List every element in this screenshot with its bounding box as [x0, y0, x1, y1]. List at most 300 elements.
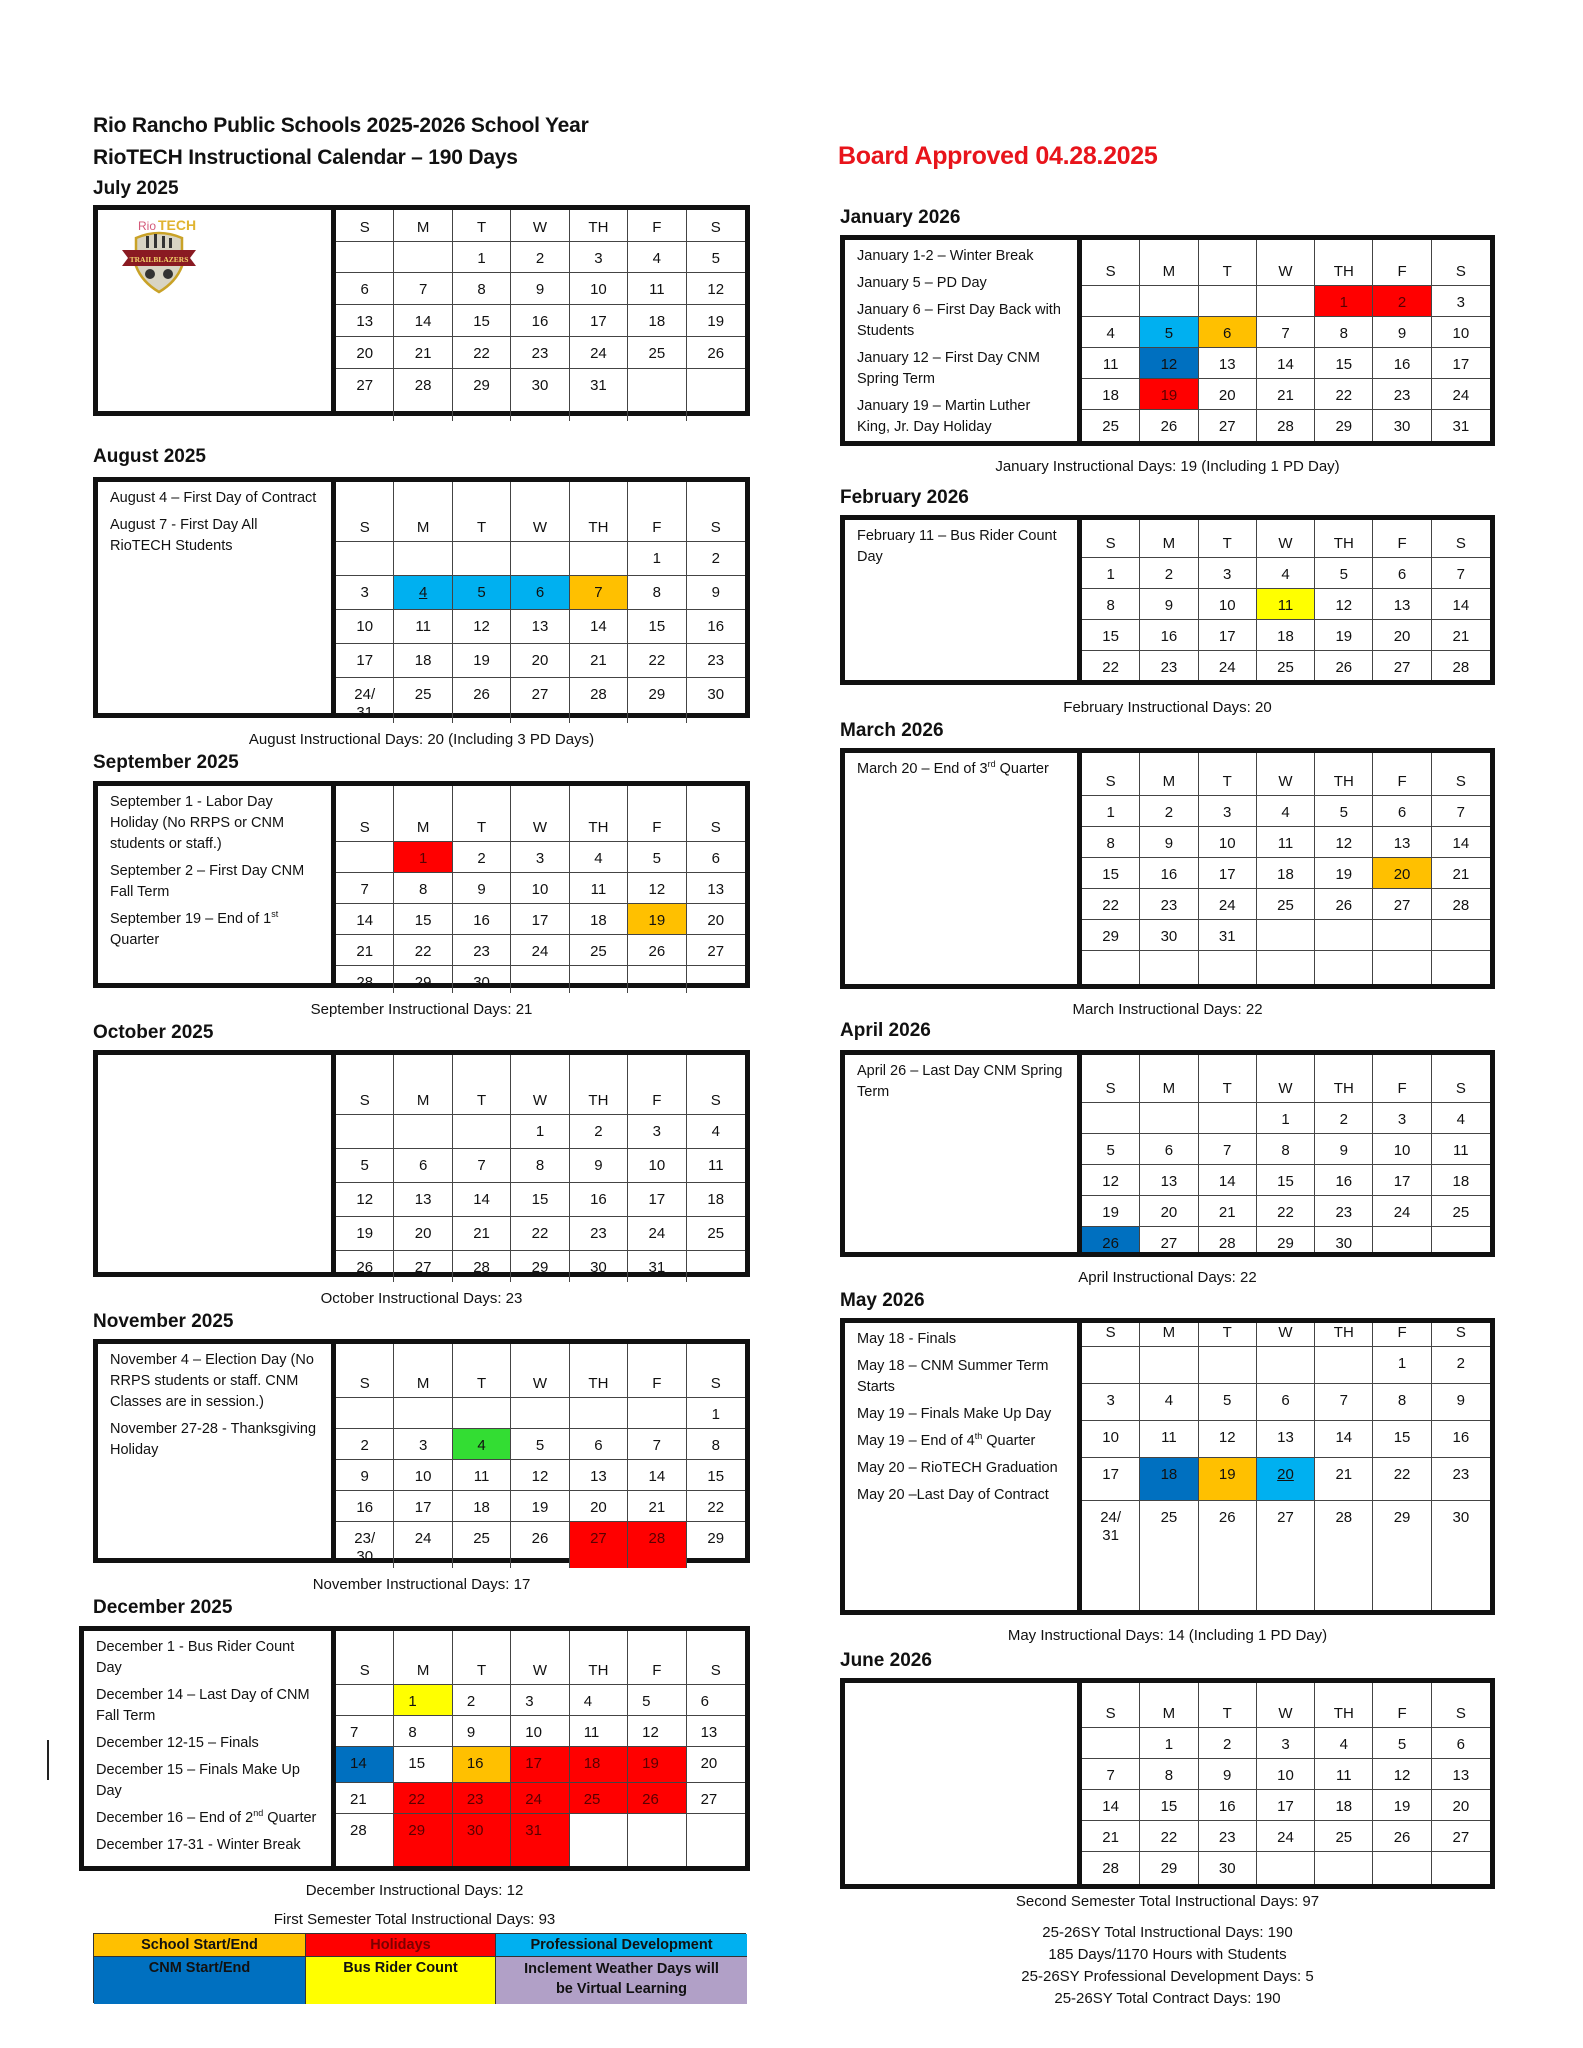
- month-title-march: March 2026: [840, 720, 944, 741]
- empty-day-cell: [1199, 1347, 1257, 1384]
- empty-day-cell: [687, 1251, 745, 1282]
- day-number: 11: [1453, 1142, 1469, 1159]
- day-cell: [1373, 1458, 1431, 1501]
- weekday-header: W: [511, 1344, 569, 1398]
- day-number: 13: [1393, 597, 1411, 614]
- day-cell: [1257, 1790, 1315, 1821]
- day-number: 16: [1452, 1429, 1470, 1446]
- day-cell: [1257, 379, 1315, 410]
- notes-panel: [98, 482, 336, 713]
- day-cell: [1432, 620, 1490, 651]
- day-number: 26: [473, 686, 490, 703]
- event-note: November 4 – Election Day (No RRPS students or staff. CNM Classes are in session.): [110, 1352, 314, 1410]
- day-number: 30: [1393, 418, 1411, 435]
- day-number: 7: [1106, 1767, 1115, 1784]
- day-number: 2: [1223, 1736, 1232, 1753]
- weekday-header: W: [511, 1631, 569, 1685]
- day-number: 10: [1218, 597, 1236, 614]
- day-cell: [570, 1115, 628, 1149]
- legend-cnm-start-end: CNM Start/End: [94, 1957, 306, 2004]
- weekday-header: T: [1199, 1683, 1257, 1728]
- day-number: 28: [473, 1259, 490, 1276]
- day-number: 10: [590, 281, 607, 298]
- day-cell: [1082, 889, 1140, 920]
- day-number: 27: [1277, 1509, 1294, 1526]
- day-number: 13: [1277, 1429, 1294, 1446]
- day-number: 3: [1456, 294, 1466, 311]
- day-cell: [1432, 858, 1490, 889]
- empty-day-cell: [570, 542, 628, 576]
- day-number: 22: [408, 1791, 426, 1808]
- day-number: 7: [1456, 804, 1466, 821]
- day-cell: [1373, 620, 1431, 651]
- contract-days-total: 25-26SY Total Contract Days: 190: [1054, 1990, 1281, 2007]
- day-number: 23: [466, 1791, 484, 1808]
- day-cell: [1140, 1821, 1198, 1852]
- day-number: 20: [590, 1499, 607, 1516]
- day-number: 28: [1102, 1860, 1119, 1877]
- day-number: 21: [648, 1499, 666, 1516]
- day-cell: [1257, 348, 1315, 379]
- day-number: 29: [1102, 928, 1119, 945]
- day-cell: [687, 273, 745, 305]
- day-cell: [511, 1491, 569, 1522]
- notes-panel: [98, 1055, 336, 1272]
- day-cell: [1373, 558, 1431, 589]
- day-number: 23: [707, 652, 725, 669]
- month-grid: [336, 1055, 745, 1276]
- day-cell: [511, 1716, 569, 1747]
- day-number: 20: [1277, 1466, 1294, 1483]
- day-cell: [394, 842, 452, 873]
- weekday-header: M: [394, 1344, 452, 1398]
- day-number: 22: [473, 345, 490, 362]
- empty-day-cell: [1315, 1347, 1373, 1384]
- day-number: 13: [590, 1468, 607, 1485]
- event-note: May 19 – End of 4th Quarter: [857, 1431, 1036, 1449]
- day-cell: [1140, 589, 1198, 620]
- month-title-july: July 2025: [93, 178, 179, 199]
- day-number: 10: [531, 881, 549, 898]
- day-cell: [1140, 1134, 1198, 1165]
- weekday-header: W: [511, 786, 569, 842]
- calendar-march: [840, 748, 1495, 989]
- day-cell: [1199, 651, 1257, 680]
- day-cell: [336, 966, 394, 993]
- day-number: 26: [1160, 418, 1178, 435]
- day-cell: [1315, 1790, 1373, 1821]
- day-number: 11: [415, 618, 431, 635]
- day-cell: [1082, 1759, 1140, 1790]
- day-cell: [1199, 379, 1257, 410]
- day-cell: [453, 1685, 511, 1716]
- day-cell: [570, 1183, 628, 1217]
- empty-day-cell: [1432, 1227, 1490, 1252]
- day-cell: [687, 305, 745, 337]
- empty-day-cell: [628, 966, 686, 993]
- day-cell: [336, 1183, 394, 1217]
- day-number: 1: [711, 1406, 720, 1423]
- svg-text:Rio: Rio: [138, 219, 157, 233]
- day-number: 29: [414, 974, 432, 991]
- day-number: 18: [648, 313, 666, 330]
- weekday-header: TH: [570, 1055, 628, 1115]
- day-number: 30: [590, 1259, 607, 1276]
- empty-day-cell: [1257, 286, 1315, 317]
- calendar-february: [840, 515, 1495, 685]
- day-number: 28: [1452, 897, 1470, 914]
- weekday-header: W: [1257, 1323, 1315, 1347]
- weekday-header: TH: [570, 1631, 628, 1685]
- day-number: 25: [414, 686, 432, 703]
- day-cell: [628, 1491, 686, 1522]
- empty-day-cell: [1257, 920, 1315, 951]
- day-number: 27: [1393, 659, 1411, 676]
- day-number: 13: [1160, 1173, 1178, 1190]
- day-number: 16: [1218, 1798, 1236, 1815]
- day-cell: [336, 935, 394, 966]
- day-cell: [394, 1522, 452, 1568]
- day-cell: [1373, 1821, 1431, 1852]
- day-number: 6: [1281, 1392, 1290, 1409]
- month-title-august: August 2025: [93, 446, 206, 467]
- day-number: 12: [1335, 835, 1353, 852]
- day-number: 27: [1160, 1235, 1178, 1252]
- day-cell: [394, 576, 452, 610]
- day-cell: [1257, 1728, 1315, 1759]
- day-cell: [1082, 1165, 1140, 1196]
- day-number: 4: [711, 1123, 720, 1140]
- weekday-header: M: [394, 482, 452, 542]
- day-number: 21: [1335, 1466, 1353, 1483]
- day-number: 22: [1277, 1204, 1294, 1221]
- weekday-header: TH: [1315, 1323, 1373, 1347]
- day-number: 9: [1339, 1142, 1348, 1159]
- day-cell: [336, 644, 394, 678]
- day-cell: [1432, 889, 1490, 920]
- day-number: 17: [1102, 1466, 1119, 1483]
- day-cell: [453, 305, 511, 337]
- day-number: 4: [1164, 1392, 1174, 1409]
- day-number: 24: [531, 943, 549, 960]
- event-note: December 14 – Last Day of CNM Fall Term: [96, 1687, 310, 1724]
- weekday-header: T: [1199, 753, 1257, 796]
- day-number: 19: [356, 1225, 374, 1242]
- event-note: January 5 – PD Day: [857, 275, 987, 291]
- day-number: 12: [642, 1724, 659, 1741]
- day-number: 11: [707, 1157, 724, 1174]
- day-cell: [453, 273, 511, 305]
- event-note: December 15 – Finals Make Up Day: [96, 1762, 300, 1799]
- day-number: 2: [477, 850, 486, 867]
- day-number: 7: [1281, 325, 1290, 342]
- day-cell: [570, 1491, 628, 1522]
- day-number: 11: [1277, 597, 1294, 614]
- day-number: 8: [1106, 835, 1115, 852]
- empty-day-cell: [1082, 1347, 1140, 1384]
- day-cell: [1432, 1165, 1490, 1196]
- day-cell: [687, 1685, 745, 1716]
- day-cell: [1373, 1790, 1431, 1821]
- day-number: 27: [1452, 1829, 1470, 1846]
- day-cell: [511, 644, 569, 678]
- month-grid: [336, 1344, 745, 1565]
- day-number: 18: [1335, 1798, 1353, 1815]
- weekday-header: TH: [1315, 1055, 1373, 1103]
- day-cell: [336, 904, 394, 935]
- day-cell: [1432, 1134, 1490, 1165]
- weekday-header: T: [453, 1631, 511, 1685]
- day-cell: [453, 1251, 511, 1282]
- day-cell: [336, 1217, 394, 1251]
- day-cell: [1373, 1196, 1431, 1227]
- day-cell: [1257, 317, 1315, 348]
- day-cell: [511, 1685, 569, 1716]
- weekday-header: T: [453, 1344, 511, 1398]
- day-number: 24/ 31: [354, 686, 376, 721]
- day-cell: [570, 1251, 628, 1282]
- day-number: 17: [356, 652, 374, 669]
- day-number: 14: [1452, 597, 1470, 614]
- text-cursor-mark: [47, 1740, 49, 1780]
- day-number: 17: [590, 313, 607, 330]
- day-cell: [1257, 589, 1315, 620]
- day-cell: [1082, 827, 1140, 858]
- day-number: 15: [1393, 1429, 1411, 1446]
- day-cell: [1199, 1790, 1257, 1821]
- day-cell: [1140, 1384, 1198, 1421]
- day-cell: [1315, 1196, 1373, 1227]
- day-number: 21: [1452, 866, 1470, 883]
- day-cell: [1082, 1790, 1140, 1821]
- day-number: 16: [466, 1755, 484, 1772]
- day-number: 12: [531, 1468, 549, 1485]
- day-number: 16: [531, 313, 549, 330]
- day-number: 24: [1452, 387, 1470, 404]
- day-number: 21: [414, 345, 432, 362]
- day-cell: [1373, 1347, 1431, 1384]
- day-number: 20: [1160, 1204, 1178, 1221]
- day-number: 25: [473, 1530, 490, 1547]
- day-cell: [453, 1429, 511, 1460]
- day-cell: [511, 305, 569, 337]
- month-title-october: October 2025: [93, 1022, 214, 1043]
- day-number: 25: [1277, 897, 1294, 914]
- empty-day-cell: [1199, 1103, 1257, 1134]
- day-number: 23: [473, 943, 490, 960]
- day-cell: [1257, 620, 1315, 651]
- day-number: 20: [414, 1225, 432, 1242]
- day-number: 19: [1102, 1204, 1119, 1221]
- day-cell: [1373, 827, 1431, 858]
- day-number: 7: [594, 584, 603, 601]
- day-cell: [336, 678, 394, 723]
- empty-day-cell: [511, 542, 569, 576]
- day-cell: [1140, 1501, 1198, 1610]
- day-number: 8: [711, 1437, 720, 1454]
- day-cell: [1373, 889, 1431, 920]
- day-cell: [1199, 589, 1257, 620]
- caption-december: December Instructional Days: 12: [305, 1882, 524, 1899]
- month-grid: [336, 1631, 745, 1866]
- day-number: 16: [1335, 1173, 1353, 1190]
- month-title-may: May 2026: [840, 1290, 925, 1311]
- day-cell: [570, 337, 628, 369]
- day-cell: [453, 1491, 511, 1522]
- day-cell: [1199, 1227, 1257, 1252]
- day-number: 1: [1164, 1736, 1174, 1753]
- weekday-header: W: [1257, 1055, 1315, 1103]
- empty-day-cell: [1315, 920, 1373, 951]
- day-number: 20: [1393, 866, 1411, 883]
- day-cell: [1432, 1196, 1490, 1227]
- weekday-header: M: [1140, 240, 1198, 286]
- day-number: 12: [1102, 1173, 1119, 1190]
- day-cell: [1082, 858, 1140, 889]
- day-cell: [336, 1429, 394, 1460]
- day-cell: [1373, 410, 1431, 441]
- day-cell: [1140, 1790, 1198, 1821]
- day-cell: [687, 1716, 745, 1747]
- day-cell: [1140, 920, 1198, 951]
- day-cell: [570, 1429, 628, 1460]
- day-number: 2: [1164, 566, 1174, 583]
- weekday-header: S: [1432, 1055, 1490, 1103]
- day-cell: [628, 1217, 686, 1251]
- empty-day-cell: [1432, 920, 1490, 951]
- day-number: 17: [1218, 628, 1236, 645]
- weekday-header: S: [336, 786, 394, 842]
- day-cell: [394, 873, 452, 904]
- caption-november: November Instructional Days: 17: [312, 1576, 531, 1593]
- day-number: 30: [1218, 1860, 1236, 1877]
- day-number: 14: [414, 313, 432, 330]
- weekday-header: F: [628, 786, 686, 842]
- day-number: 30: [1452, 1509, 1470, 1526]
- day-cell: [453, 1747, 511, 1783]
- caption-january: January Instructional Days: 19 (Including 1 PD Day): [995, 458, 1340, 475]
- legend-school-start-end: School Start/End: [94, 1934, 306, 1957]
- day-cell: [511, 1251, 569, 1282]
- weekday-header: M: [1140, 753, 1198, 796]
- day-number: 13: [356, 313, 374, 330]
- day-number: 5: [477, 584, 486, 601]
- day-cell: [511, 842, 569, 873]
- empty-day-cell: [1257, 1347, 1315, 1384]
- day-number: 23/ 30: [354, 1530, 376, 1565]
- day-number: 1: [418, 850, 428, 867]
- empty-day-cell: [1373, 1852, 1431, 1884]
- day-number: 26: [1335, 897, 1353, 914]
- empty-day-cell: [1140, 1103, 1198, 1134]
- event-note: January 1-2 – Winter Break: [857, 248, 1034, 264]
- month-title-february: February 2026: [840, 487, 969, 508]
- empty-day-cell: [453, 542, 511, 576]
- event-note: August 7 - First Day All RioTECH Students: [110, 517, 258, 554]
- weekday-header: S: [687, 482, 745, 542]
- weekday-header: T: [1199, 240, 1257, 286]
- day-number: 22: [707, 1499, 725, 1516]
- event-note: August 4 – First Day of Contract: [110, 490, 317, 506]
- weekday-header: TH: [1315, 753, 1373, 796]
- day-cell: [628, 1149, 686, 1183]
- day-number: 3: [594, 250, 603, 267]
- total-instructional-days: 25-26SY Total Instructional Days: 190: [1042, 1924, 1293, 1941]
- day-cell: [1373, 1728, 1431, 1759]
- day-cell: [1257, 1384, 1315, 1421]
- event-note: December 1 - Bus Rider Count Day: [96, 1639, 295, 1676]
- day-number: 21: [590, 652, 607, 669]
- empty-day-cell: [511, 966, 569, 993]
- day-cell: [511, 1747, 569, 1783]
- day-cell: [511, 1522, 569, 1568]
- weekday-header: S: [687, 210, 745, 242]
- day-cell: [394, 1217, 452, 1251]
- day-cell: [687, 542, 745, 576]
- empty-day-cell: [687, 1814, 745, 1866]
- day-number: 13: [1393, 835, 1411, 852]
- svg-text:TECH: TECH: [158, 217, 197, 233]
- day-number: 22: [648, 652, 666, 669]
- day-cell: [336, 1491, 394, 1522]
- day-cell: [1373, 1134, 1431, 1165]
- notes-panel: [845, 1323, 1082, 1610]
- day-number: 31: [590, 377, 607, 394]
- day-cell: [453, 1217, 511, 1251]
- event-note: February 11 – Bus Rider Count Day: [857, 528, 1057, 565]
- day-cell: [1140, 1165, 1198, 1196]
- day-cell: [1140, 651, 1198, 680]
- day-cell: [687, 242, 745, 273]
- day-number: 10: [1393, 1142, 1411, 1159]
- empty-day-cell: [1373, 951, 1431, 984]
- day-number: 4: [1339, 1736, 1348, 1753]
- day-cell: [687, 678, 745, 723]
- day-number: 3: [652, 1123, 662, 1140]
- day-number: 16: [1160, 628, 1178, 645]
- day-number: 9: [1164, 835, 1174, 852]
- day-cell: [628, 678, 686, 723]
- weekday-header: F: [628, 1055, 686, 1115]
- day-number: 5: [1106, 1142, 1115, 1159]
- day-cell: [570, 1716, 628, 1747]
- event-note: January 19 – Martin Luther King, Jr. Day Holiday: [857, 398, 1031, 435]
- weekday-header: S: [687, 786, 745, 842]
- day-cell: [1199, 1458, 1257, 1501]
- day-number: 31: [1452, 418, 1470, 435]
- day-cell: [570, 1685, 628, 1716]
- day-number: 2: [535, 250, 545, 267]
- day-number: 24: [414, 1530, 432, 1547]
- month-grid: [1082, 1683, 1490, 1884]
- day-cell: [687, 1149, 745, 1183]
- day-number: 25: [1277, 659, 1294, 676]
- day-cell: [1315, 286, 1373, 317]
- day-cell: [1199, 858, 1257, 889]
- day-cell: [1257, 796, 1315, 827]
- day-cell: [1199, 410, 1257, 441]
- day-number: 27: [414, 1259, 432, 1276]
- empty-day-cell: [336, 1685, 394, 1716]
- day-number: 13: [1218, 356, 1236, 373]
- day-number: 22: [1102, 659, 1119, 676]
- day-cell: [1140, 889, 1198, 920]
- day-number: 2: [1397, 294, 1407, 311]
- day-cell: [1432, 1421, 1490, 1458]
- day-cell: [1140, 858, 1198, 889]
- day-cell: [1432, 796, 1490, 827]
- day-number: 28: [1452, 659, 1470, 676]
